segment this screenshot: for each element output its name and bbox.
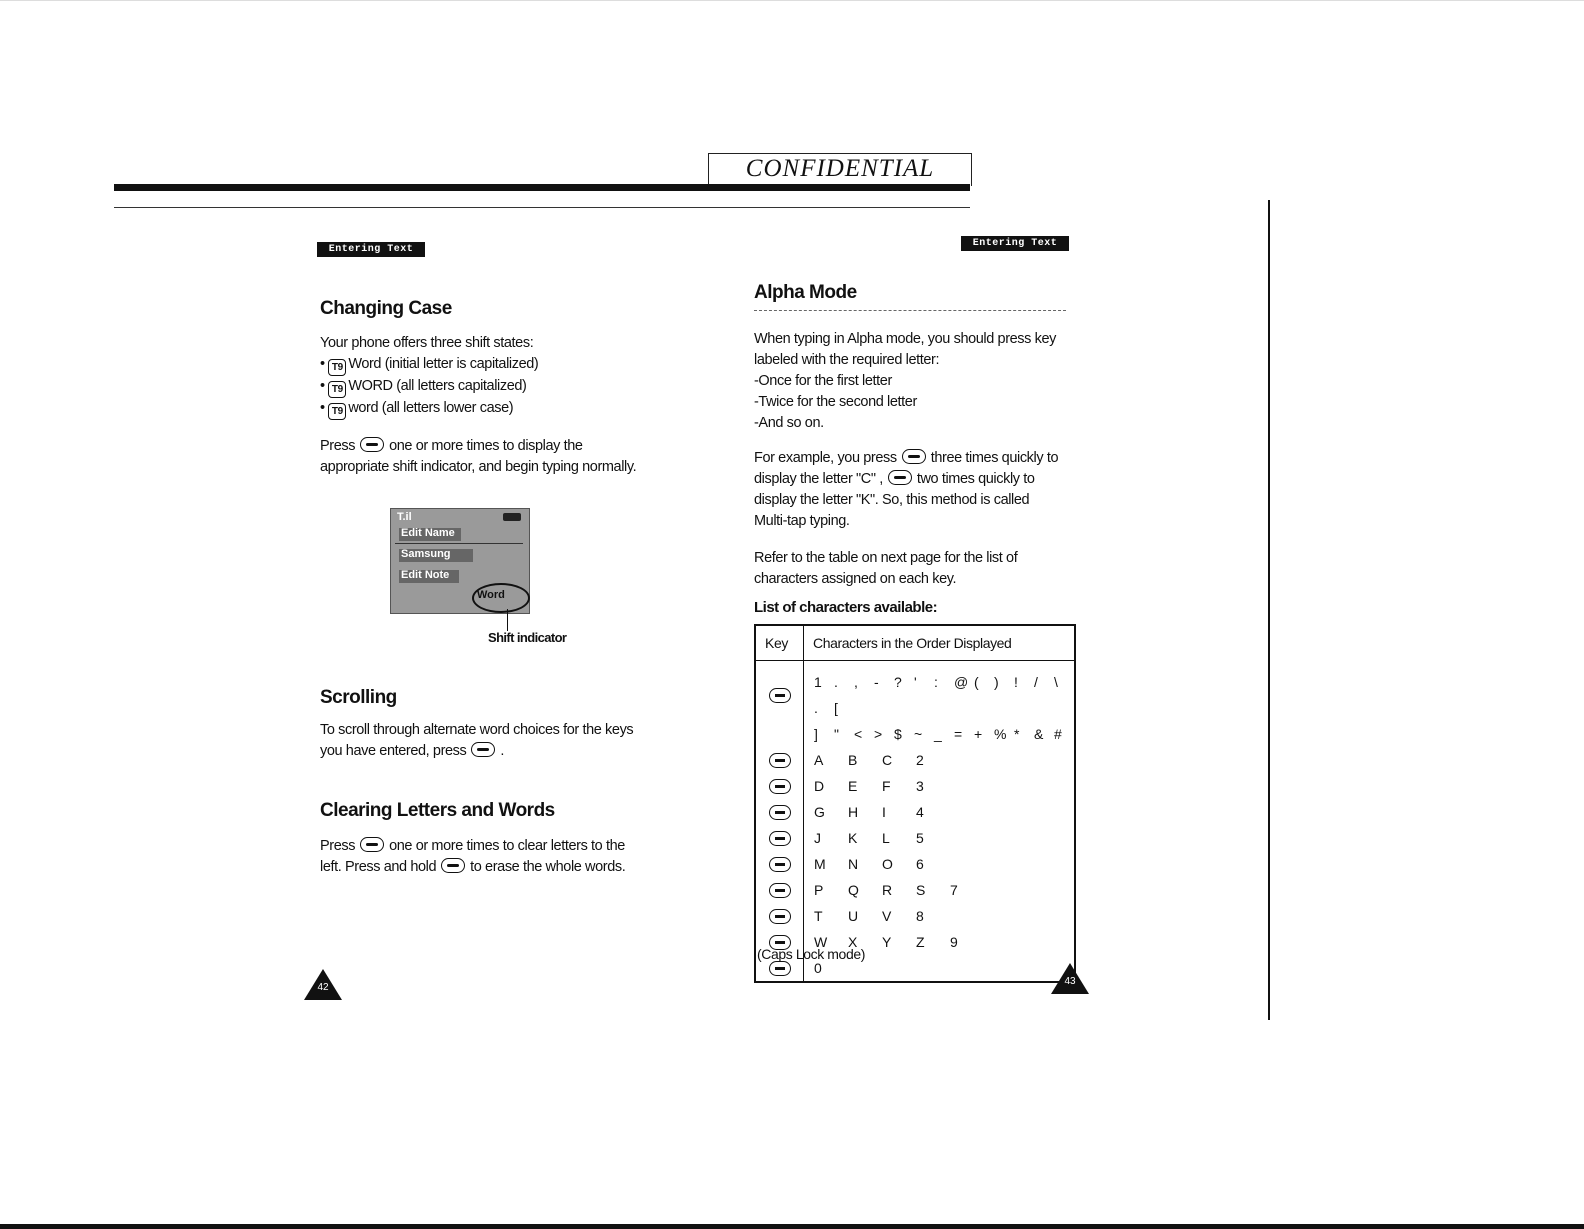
key-cell <box>755 877 804 903</box>
clearing-heading: Clearing Letters and Words <box>320 800 555 821</box>
scrolling-body: To scroll through alternate word choices for the keys you have entered, press . <box>320 720 680 762</box>
alpha-text: -Twice for the second letter <box>754 394 917 410</box>
callout-pointer <box>507 609 508 631</box>
character-glyph: J <box>814 830 821 846</box>
example-text: Multi-tap typing. <box>754 513 850 529</box>
key-cell <box>755 747 804 773</box>
character-glyph: 5 <box>916 830 924 846</box>
alpha-text: labeled with the required letter: <box>754 352 940 368</box>
key-cell <box>755 799 804 825</box>
character-glyph: 1 <box>814 674 822 690</box>
shift-state-item: • T9 word (all letters lower case) <box>320 398 680 420</box>
character-glyph: 9 <box>950 934 958 950</box>
key-cell <box>755 721 804 747</box>
character-glyph: 8 <box>916 908 924 924</box>
keypad-key-icon <box>769 909 791 924</box>
scrolling-heading: Scrolling <box>320 687 397 708</box>
character-glyph: 0 <box>814 960 822 976</box>
clearing-text: one or more times to clear letters to the <box>389 838 625 854</box>
clear-key-icon <box>441 858 465 873</box>
column-header-key: Key <box>755 625 804 661</box>
character-glyph: A <box>814 752 824 768</box>
header-rule-thick <box>114 184 970 191</box>
page-number-left <box>304 969 342 1000</box>
character-glyph: [ <box>834 700 838 716</box>
example-text: three times quickly to <box>930 450 1059 466</box>
character-glyph: B <box>848 752 858 768</box>
characters-cell <box>804 903 1076 929</box>
character-glyph: 6 <box>916 856 924 872</box>
characters-cell <box>804 799 1076 825</box>
character-glyph: 2 <box>916 752 924 768</box>
press-text: Press <box>320 438 356 454</box>
character-glyph: R <box>882 882 893 898</box>
page-number-text: 43 <box>1064 976 1076 987</box>
key-cell <box>755 773 804 799</box>
character-glyph: ? <box>894 674 902 690</box>
heading-underline <box>754 310 1066 311</box>
scrolling-text: To scroll through alternate word choices for the keys <box>320 722 634 738</box>
character-glyph: " <box>834 726 839 742</box>
example-text: For example, you press <box>754 450 897 466</box>
phone-divider <box>395 543 523 544</box>
character-glyph: + <box>974 726 983 742</box>
example-text: two times quickly to <box>916 471 1035 487</box>
character-glyph: = <box>954 726 963 742</box>
phone-line: Samsung <box>401 548 451 560</box>
character-glyph: I <box>882 804 886 820</box>
character-glyph: ! <box>1014 674 1018 690</box>
shift-state-label: WORD (all letters capitalized) <box>348 378 527 394</box>
character-glyph: N <box>848 856 859 872</box>
character-glyph: F <box>882 778 891 794</box>
shift-state-item: • T9 WORD (all letters capitalized) <box>320 376 680 398</box>
alpha-mode-heading: Alpha Mode <box>754 282 857 303</box>
characters-cell <box>804 851 1076 877</box>
phone-status: T.il <box>397 511 412 523</box>
characters-cell <box>804 721 1076 747</box>
character-glyph: U <box>848 908 859 924</box>
character-glyph: X <box>848 934 858 950</box>
character-glyph: V <box>882 908 892 924</box>
character-glyph: , <box>854 674 858 690</box>
characters-cell <box>804 877 1076 903</box>
character-glyph: 7 <box>950 882 958 898</box>
key-cell <box>755 851 804 877</box>
character-glyph: - <box>874 674 879 690</box>
character-glyph: K <box>848 830 858 846</box>
character-glyph: ' <box>914 674 917 690</box>
key-cell <box>755 661 804 722</box>
character-glyph: M <box>814 856 826 872</box>
characters-cell <box>804 825 1076 851</box>
key-cell <box>755 903 804 929</box>
phone-line: Edit Name <box>401 527 455 539</box>
characters-cell <box>804 773 1076 799</box>
page-bottom-edge <box>0 1224 1584 1229</box>
caps-lock-note: (Caps Lock mode) <box>757 946 865 962</box>
character-glyph: 4 <box>916 804 924 820</box>
character-glyph: Z <box>916 934 925 950</box>
key-cell <box>755 825 804 851</box>
star-key-icon <box>360 437 384 452</box>
character-glyph: ] <box>814 726 818 742</box>
characters-cell <box>804 747 1076 773</box>
character-glyph: / <box>1034 674 1038 690</box>
character-glyph: < <box>854 726 863 742</box>
t9-shift-icon: T9 <box>328 403 346 420</box>
page-edge-line <box>1268 200 1270 1020</box>
character-table-row <box>755 825 1075 851</box>
refer-paragraph <box>754 548 1084 590</box>
character-glyph: E <box>848 778 858 794</box>
character-glyph: Y <box>882 934 892 950</box>
character-glyph: _ <box>934 726 942 742</box>
shift-indicator-caption: Shift indicator <box>488 630 567 645</box>
t9-shift-icon: T9 <box>328 359 346 376</box>
example-text: display the letter "K". So, this method is called <box>754 492 1030 508</box>
shift-state-label: word (all letters lower case) <box>348 400 514 416</box>
character-glyph: * <box>1014 726 1020 742</box>
changing-case-body <box>320 333 680 420</box>
keypad-key-icon <box>769 688 791 703</box>
character-glyph: S <box>916 882 926 898</box>
changing-case-intro: Your phone offers three shift states: <box>320 335 534 351</box>
header-rule-thin <box>114 207 970 208</box>
clearing-text: Press <box>320 838 356 854</box>
character-glyph: H <box>848 804 859 820</box>
alpha-text: When typing in Alpha mode, you should press key <box>754 331 1056 347</box>
character-glyph: Q <box>848 882 859 898</box>
key-2-icon <box>902 449 926 464</box>
character-glyph: & <box>1034 726 1044 742</box>
refer-text: characters assigned on each key. <box>754 571 957 587</box>
keypad-key-icon <box>769 753 791 768</box>
character-glyph: O <box>882 856 893 872</box>
character-table <box>754 624 1076 983</box>
shift-state-label: Word (initial letter is capitalized) <box>348 356 539 372</box>
keypad-key-icon <box>769 857 791 872</box>
character-table-row <box>755 799 1075 825</box>
shift-indicator-callout <box>472 583 530 613</box>
keypad-key-icon <box>769 883 791 898</box>
scrolling-text: you have entered, press <box>320 743 467 759</box>
character-glyph: \ <box>1054 674 1058 690</box>
refer-text: Refer to the table on next page for the list of <box>754 550 1018 566</box>
shift-state-item: • T9 Word (initial letter is capitalized) <box>320 354 680 376</box>
character-table-row <box>755 773 1075 799</box>
character-glyph: : <box>934 674 938 690</box>
alpha-text: -And so on. <box>754 415 824 431</box>
section-tab-right: Entering Text <box>961 236 1069 251</box>
character-glyph: ( <box>974 674 979 690</box>
phone-line: Edit Note <box>401 569 450 581</box>
character-glyph: $ <box>894 726 902 742</box>
page-number-text: 42 <box>317 982 329 993</box>
page-top-edge <box>0 0 1584 1</box>
character-glyph: P <box>814 882 824 898</box>
battery-icon <box>503 513 521 521</box>
character-table-body <box>755 661 1075 983</box>
section-tab-left: Entering Text <box>317 242 425 257</box>
character-glyph: W <box>814 934 828 950</box>
character-glyph: 3 <box>916 778 924 794</box>
press-text: one or more times to display the <box>389 438 583 454</box>
alpha-text: -Once for the first letter <box>754 373 892 389</box>
alpha-mode-body <box>754 329 1084 434</box>
clearing-text: left. Press and hold <box>320 859 437 875</box>
character-glyph: # <box>1054 726 1062 742</box>
character-glyph: . <box>834 674 838 690</box>
key-5-icon <box>888 470 912 485</box>
character-table-row <box>755 903 1075 929</box>
character-glyph: . <box>814 700 818 716</box>
t9-shift-icon: T9 <box>328 381 346 398</box>
character-glyph: D <box>814 778 825 794</box>
keypad-key-icon <box>769 779 791 794</box>
character-glyph: % <box>994 726 1007 742</box>
confidential-stamp: CONFIDENTIAL <box>708 153 972 186</box>
clear-key-icon <box>360 837 384 852</box>
character-glyph: @ <box>954 674 969 690</box>
character-glyph: ) <box>994 674 999 690</box>
character-glyph: L <box>882 830 890 846</box>
press-shift-paragraph <box>320 436 680 478</box>
clearing-text: to erase the whole words. <box>470 859 626 875</box>
characters-cell <box>804 661 1076 722</box>
list-heading: List of characters available: <box>754 599 938 616</box>
character-glyph: > <box>874 726 883 742</box>
keypad-key-icon <box>769 961 791 976</box>
scroll-key-icon <box>471 742 495 757</box>
character-table-row <box>755 851 1075 877</box>
keypad-key-icon <box>769 805 791 820</box>
character-glyph: ~ <box>914 726 923 742</box>
character-glyph: C <box>882 752 893 768</box>
character-table-row <box>755 747 1075 773</box>
clearing-body <box>320 836 680 878</box>
column-header-characters: Characters in the Order Displayed <box>804 625 1076 661</box>
character-table-row <box>755 721 1075 747</box>
phone-shift-indicator: Word <box>477 589 505 601</box>
press-text: appropriate shift indicator, and begin typing normally. <box>320 459 637 475</box>
character-glyph: G <box>814 804 825 820</box>
example-text: display the letter "C" , <box>754 471 883 487</box>
character-glyph: T <box>814 908 823 924</box>
page-number-right <box>1051 963 1089 994</box>
keypad-key-icon <box>769 831 791 846</box>
changing-case-heading: Changing Case <box>320 298 452 319</box>
character-table-row <box>755 661 1075 722</box>
example-paragraph <box>754 448 1084 532</box>
character-table-row <box>755 877 1075 903</box>
